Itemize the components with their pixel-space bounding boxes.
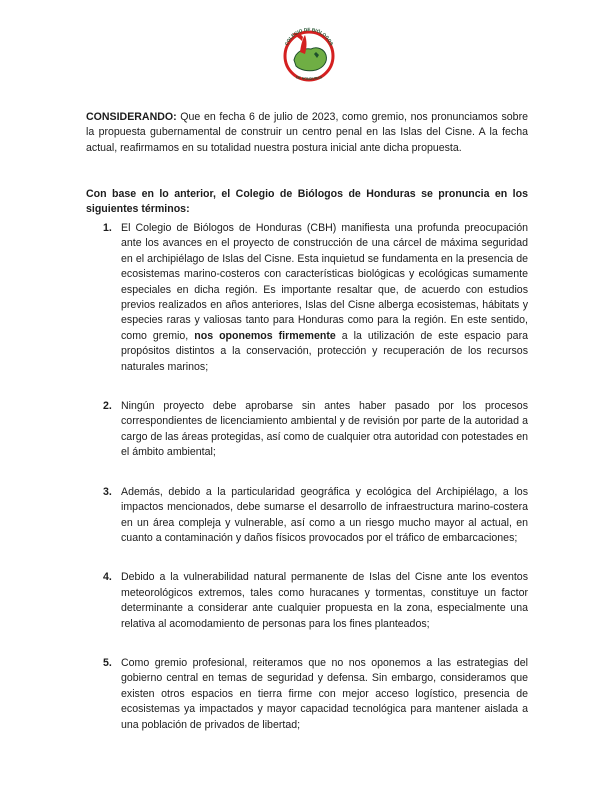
point-number: 5. xyxy=(103,656,112,669)
point-item xyxy=(86,399,528,461)
considerando-label: CONSIDERANDO: xyxy=(86,111,177,123)
svg-text:DE HONDURAS: DE HONDURAS xyxy=(295,75,323,82)
point-number: 4. xyxy=(103,571,112,584)
considerando-paragraph xyxy=(86,110,528,156)
point-text: Como gremio profesional, reiteramos que no nos oponemos a las estrategias del gobierno central en temas de seguridad y defensa. Sin embargo, consideramos que existen otros espacios en tierra firme con mejor acceso logístico, presencia de ecosistemas ya impactados y mayor capacidad tecnológica para mantener aislada a una población de privados de libertad; xyxy=(121,656,528,731)
considerando-text: Que en fecha 6 de julio de 2023, como gremio, nos pronunciamos sobre la propuesta gubernamental de construir un centro penal en las Islas del Cisne. A la fecha actual, reafirmamos en su totalidad nuestra postura inicial ante dicha propuesta. xyxy=(86,111,528,154)
point-item xyxy=(86,656,528,733)
logo-emblem-icon xyxy=(278,18,340,96)
svg-text:COLEGIO DE BIÓLOGOS: COLEGIO DE BIÓLOGOS xyxy=(283,26,335,47)
colegio-biologos-logo xyxy=(278,18,340,96)
point-item xyxy=(86,485,528,547)
point-text-end: a la utilización de este espacio para propósitos distintos a la conservación, protección y recuperación de los recursos naturales marinos; xyxy=(121,329,528,373)
point-emphasis: nos oponemos firmemente xyxy=(194,329,336,342)
point-number: 1. xyxy=(103,222,112,234)
intro-heading: Con base en lo anterior, el Colegio de Biólogos de Honduras se pronuncia en los siguientes términos: xyxy=(86,188,528,216)
point-text: El Colegio de Biólogos de Honduras (CBH) manifiesta una profunda preocupación ante los avances en el proyecto de construcción de una cárcel de máxima seguridad en el archipiélago de Islas del Cisne. Esta inquietud se fundamenta en la presencia de ecosistemas marino-costeros con características biológicas y ecológicas sumamente especiales en dicha región. Es importante resaltar que, de acuerdo con estudios previos realizados en años anteriores, Islas del Cisne alberga ecosistemas, hábitats y especies raras y valiosas tanto para Honduras como para la región. En este sentido, como gremio, xyxy=(121,222,528,342)
point-text: Debido a la vulnerabilidad natural permanente de Islas del Cisne ante los eventos meteorológicos extremos, tales como huracanes y tormentas, constituye un factor determinante a considerar ante cualquier propuesta en la zona, especialmente una relativa al acomodamiento de personas para los fines planteados; xyxy=(121,571,528,630)
point-number: 2. xyxy=(103,400,112,413)
point-text: Ningún proyecto debe aprobarse sin antes haber pasado por los procesos correspondientes de licenciamiento ambiental y de revisión por parte de la autoridad a cargo de las áreas protegidas, así como de cualquier otra autoridad con potestades en el ámbito ambiental; xyxy=(121,400,528,459)
point-item xyxy=(86,221,528,375)
point-number: 3. xyxy=(103,485,112,498)
point-item xyxy=(86,570,528,632)
point-text: Además, debido a la particularidad geográfica y ecológica del Archipiélago, a los impactos mencionados, debe sumarse el desarrollo de infraestructura marino-costera en un área compleja y vulnerable, así como a un riesgo mucho mayor al actual, en cuanto a contaminación y daños físicos provocados por el tráfico de embarcaciones; xyxy=(121,485,528,544)
points-list xyxy=(86,221,528,757)
